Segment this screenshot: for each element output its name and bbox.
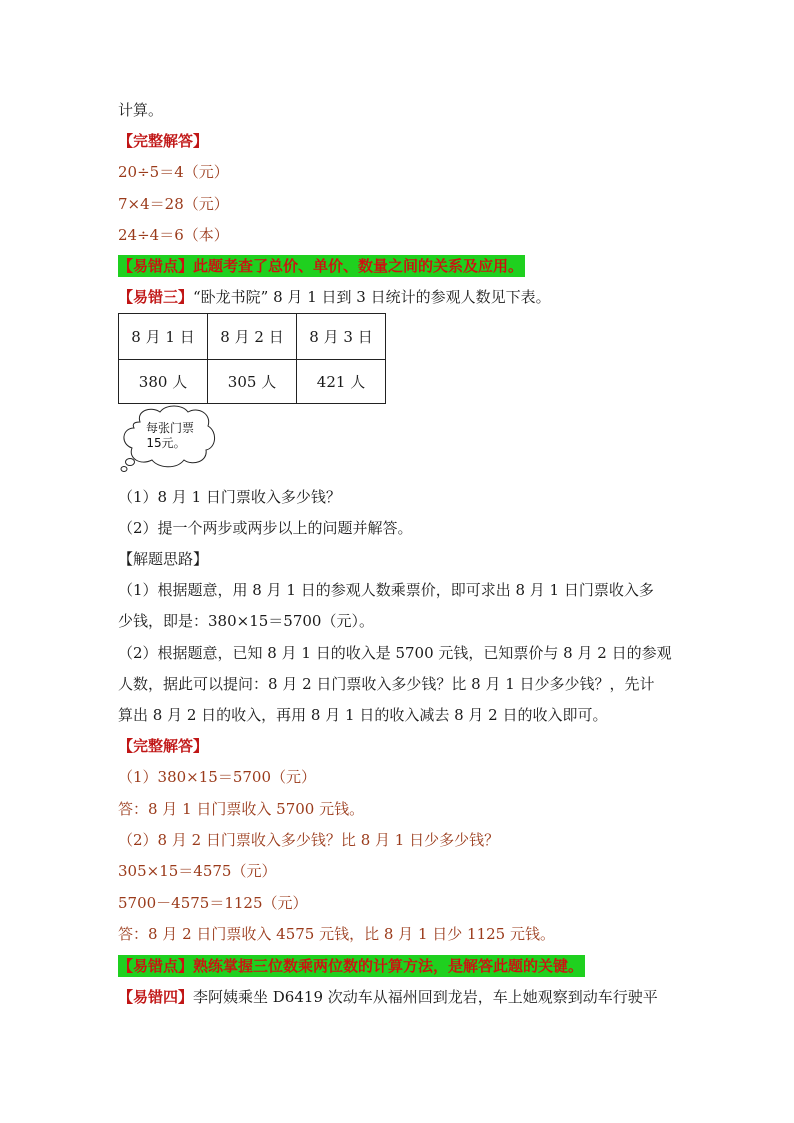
problem-3-statement [118, 287, 551, 307]
bubble-line-2: 15元。 [146, 436, 186, 450]
problem-3-text: “卧龙书院” 8 月 1 日到 3 日统计的参观人数见下表。 [193, 288, 551, 306]
thinking-line: 算出 8 月 2 日的收入，再用 8 月 1 日的收入减去 8 月 2 日的收入即可。 [118, 706, 608, 724]
thinking-line: 人数，据此可以提问：8 月 2 日门票收入多少钱？比 8 月 1 日少多少钱？，先计 [118, 675, 655, 693]
problem-3-label: 【易错三】 [118, 288, 194, 306]
table-value-cell: 421 人 [297, 360, 386, 404]
bubble-line-1: 每张门票 [145, 421, 195, 435]
answer-line: 305×15＝4575（元） [118, 862, 277, 880]
answer-line: 答：8 月 1 日门票收入 5700 元钱。 [118, 800, 365, 818]
answer-line: （2）8 月 2 日门票收入多少钱？比 8 月 1 日少多少钱？ [118, 831, 500, 849]
thinking-line: （2）根据题意，已知 8 月 1 日的收入是 5700 元钱，已知票价与 8 月 2 日的参观 [118, 644, 672, 662]
answer-line: 24÷4＝6（本） [118, 226, 229, 244]
visitor-table [118, 313, 386, 404]
question-1: （1）8 月 1 日门票收入多少钱？ [118, 488, 341, 506]
answer-line: 5700－4575＝1125（元） [118, 894, 308, 912]
answer-line: （1）380×15＝5700（元） [118, 768, 317, 786]
problem-4-text: 李阿姨乘坐 D6419 次动车从福州回到龙岩，车上她观察到动车行驶平 [193, 988, 658, 1006]
thought-bubble [118, 404, 218, 476]
table-header-cell: 8 月 3 日 [297, 314, 386, 360]
table-header-cell: 8 月 1 日 [119, 314, 208, 360]
table-value-cell: 305 人 [208, 360, 297, 404]
tip-highlight-3: 【易错点】熟练掌握三位数乘两位数的计算方法，是解答此题的关键。 [118, 957, 584, 975]
tip-highlight-1: 【易错点】此题考查了总价、单价、数量之间的关系及应用。 [118, 257, 524, 275]
answer-header-3: 【完整解答】 [118, 737, 209, 755]
bubble-dot [121, 467, 127, 472]
thinking-line: （1）根据题意，用 8 月 1 日的参观人数乘票价，即可求出 8 月 1 日门票收入多 [118, 581, 654, 599]
answer-line: 答：8 月 2 日门票收入 4575 元钱，比 8 月 1 日少 1125 元钱。 [118, 925, 555, 943]
bubble-dot [126, 459, 135, 466]
answer-header-1: 【完整解答】 [118, 132, 209, 150]
table-header-cell: 8 月 2 日 [208, 314, 297, 360]
thinking-header: 【解题思路】 [118, 550, 209, 568]
table-value-cell: 380 人 [119, 360, 208, 404]
answer-line: 20÷5＝4（元） [118, 163, 229, 181]
question-2: （2）提一个两步或两步以上的问题并解答。 [118, 519, 413, 537]
problem-4-label: 【易错四】 [118, 988, 194, 1006]
answer-line: 7×4＝28（元） [118, 195, 229, 213]
problem-4-statement [118, 987, 658, 1007]
previous-text-tail: 计算。 [118, 101, 164, 119]
thinking-line: 少钱，即是：380×15＝5700（元）。 [118, 612, 374, 630]
